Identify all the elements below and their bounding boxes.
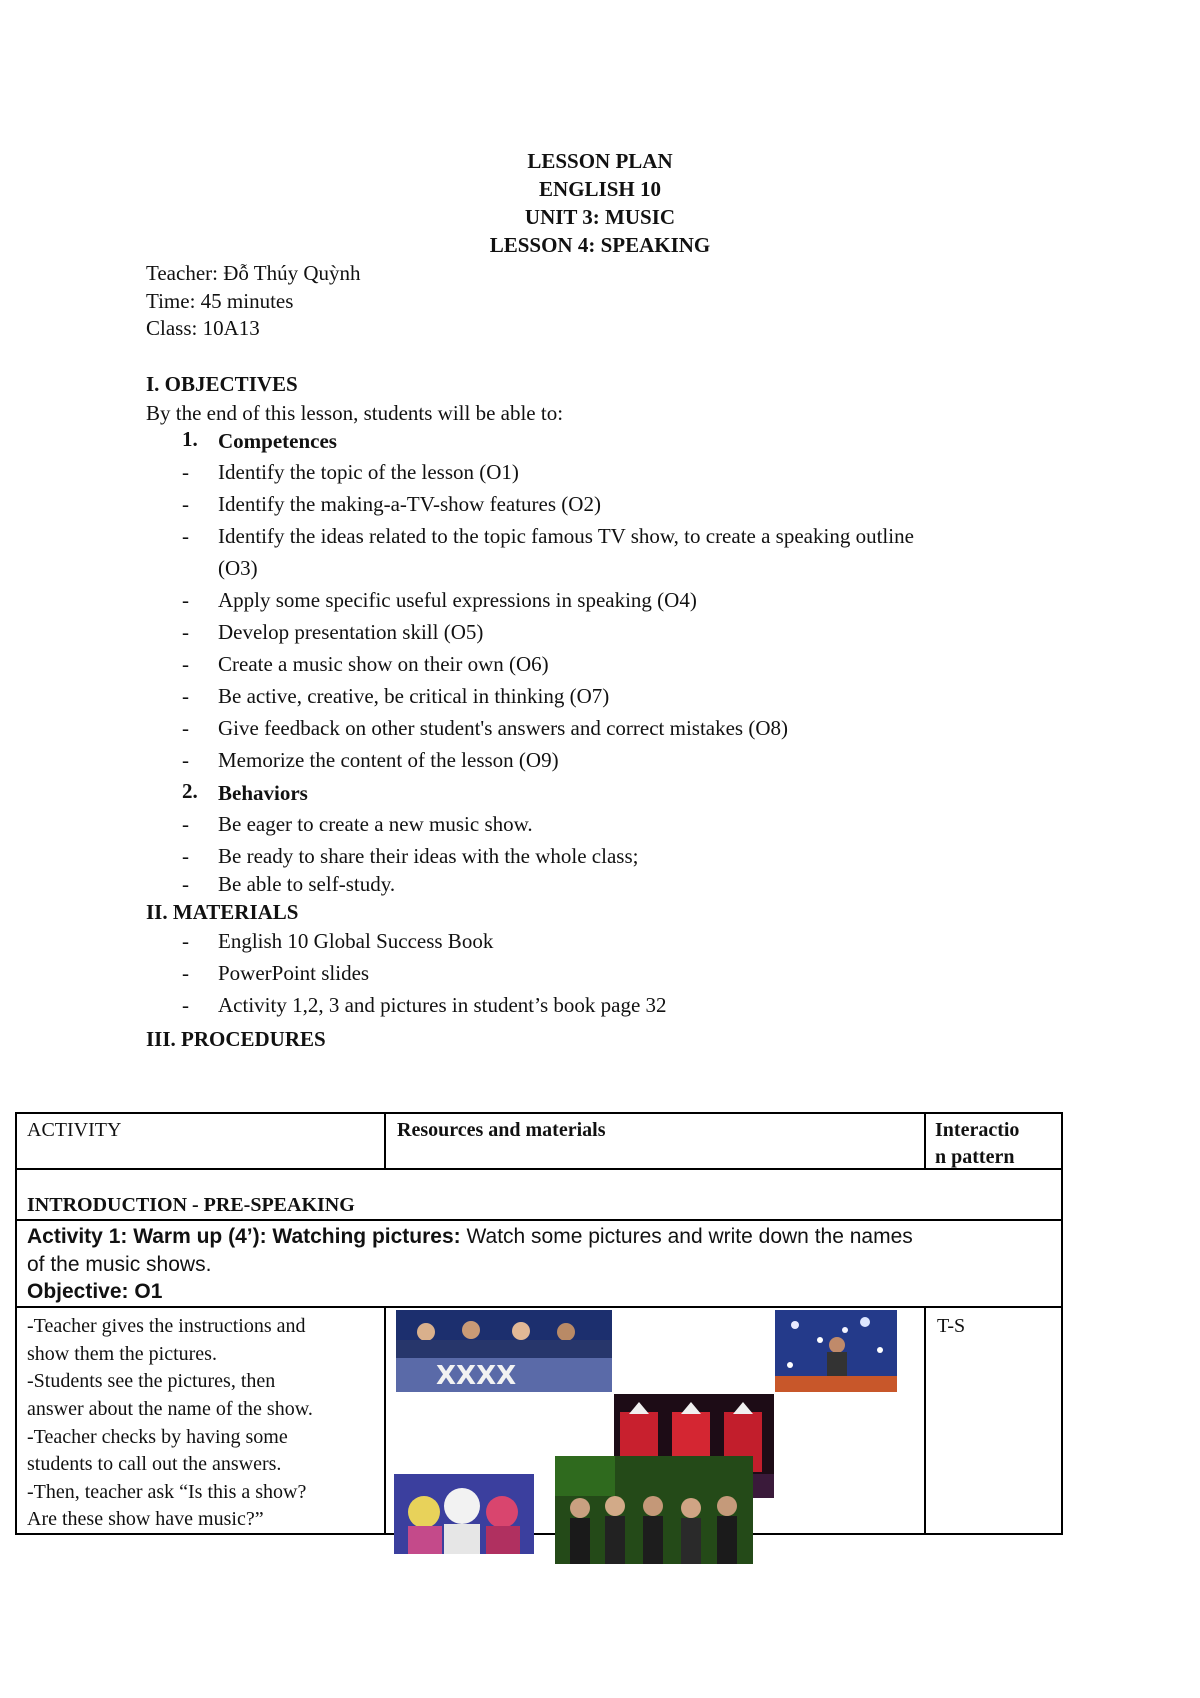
objectives-intro: By the end of this lesson, students will be able to:: [146, 401, 564, 425]
table-border: [15, 1112, 17, 1535]
materials-heading: II. MATERIALS: [146, 900, 299, 924]
bullet-dash: -: [182, 620, 189, 644]
masked-singer-picture: [394, 1474, 534, 1554]
svg-text:XXXX: XXXX: [436, 1361, 517, 1391]
table-border: [15, 1112, 1063, 1114]
step-line: -Then, teacher ask “Is this a show?: [27, 1481, 307, 1503]
concert-picture: [775, 1310, 897, 1392]
table-border: [15, 1533, 1063, 1535]
competence-item: Identify the topic of the lesson (O1): [218, 460, 519, 484]
table-col-line: [924, 1306, 926, 1535]
behavior-item: Be ready to share their ideas with the whole class;: [218, 844, 639, 868]
competences-title: Competences: [218, 429, 337, 453]
activity-objective: Objective: O1: [27, 1280, 163, 1303]
title-lesson-plan: LESSON PLAN: [527, 149, 673, 173]
step-line: -Students see the pictures, then: [27, 1370, 276, 1392]
bullet-dash: -: [182, 993, 189, 1017]
activity-instructions: Watch some pictures and write down the names: [460, 1225, 913, 1248]
table-row-line: [15, 1219, 1063, 1221]
section-title: INTRODUCTION - PRE-SPEAKING: [27, 1194, 355, 1216]
competence-item: Identify the making-a-TV-show features (O2): [218, 492, 601, 516]
material-item: English 10 Global Success Book: [218, 929, 494, 953]
bullet-dash: -: [182, 929, 189, 953]
material-item: PowerPoint slides: [218, 961, 370, 985]
title-unit: UNIT 3: MUSIC: [524, 205, 676, 229]
title-lesson: LESSON 4: SPEAKING: [489, 233, 711, 257]
header-interaction-line2: n pattern: [935, 1146, 1015, 1168]
bullet-dash: -: [182, 844, 189, 868]
bullet-dash: -: [182, 872, 189, 896]
competence-item-continued: (O3): [218, 556, 258, 580]
bullet-dash: -: [182, 492, 189, 516]
header-resources: Resources and materials: [397, 1119, 606, 1141]
behavior-item: Be able to self-study.: [218, 872, 396, 896]
class-info: Class: 10A13: [146, 316, 260, 340]
interaction-pattern: T-S: [937, 1315, 966, 1337]
bullet-dash: -: [182, 652, 189, 676]
title-subject: ENGLISH 10: [539, 177, 661, 201]
header-activity: ACTIVITY: [27, 1119, 122, 1141]
behaviors-title: Behaviors: [218, 781, 308, 805]
objectives-heading: I. OBJECTIVES: [146, 372, 298, 396]
table-col-line: [924, 1112, 926, 1170]
step-line: -Teacher gives the instructions and: [27, 1315, 306, 1337]
behaviors-number: 2.: [182, 779, 198, 803]
bullet-dash: -: [182, 588, 189, 612]
bullet-dash: -: [182, 716, 189, 740]
bullet-dash: -: [182, 748, 189, 772]
competence-item: Give feedback on other student's answers and correct mistakes (O8): [218, 716, 789, 740]
material-item: Activity 1,2, 3 and pictures in student’s book page 32: [218, 993, 667, 1017]
activity-description: [27, 1223, 913, 1251]
table-row-line: [15, 1306, 1063, 1308]
teacher-info: Teacher: Đỗ Thúy Quỳnh: [146, 261, 361, 285]
procedures-heading: III. PROCEDURES: [146, 1027, 326, 1051]
competences-number: 1.: [182, 427, 198, 451]
competence-item: Be active, creative, be critical in thinking (O7): [218, 684, 610, 708]
competence-item: Develop presentation skill (O5): [218, 620, 484, 644]
activity-title: Activity 1: Warm up (4’): Watching pictures:: [27, 1225, 461, 1248]
got-talent-picture: [396, 1310, 612, 1392]
table-row-line: [15, 1168, 1063, 1170]
bullet-dash: -: [182, 961, 189, 985]
step-line: show them the pictures.: [27, 1343, 217, 1365]
competence-item: Memorize the content of the lesson (O9): [218, 748, 559, 772]
band-picture: [555, 1456, 753, 1564]
step-line: -Teacher checks by having some: [27, 1426, 288, 1448]
competence-item: Identify the ideas related to the topic famous TV show, to create a speaking outline: [218, 524, 914, 548]
behavior-item: Be eager to create a new music show.: [218, 812, 533, 836]
header-interaction-line1: Interactio: [935, 1119, 1020, 1141]
competence-item: Apply some specific useful expressions in speaking (O4): [218, 588, 697, 612]
activity-description-line2: of the music shows.: [27, 1253, 212, 1276]
bullet-dash: -: [182, 684, 189, 708]
competence-item: Create a music show on their own (O6): [218, 652, 549, 676]
table-col-line: [384, 1112, 386, 1170]
step-line: students to call out the answers.: [27, 1453, 282, 1475]
title-block: [0, 147, 1200, 259]
table-border: [1061, 1112, 1063, 1535]
time-info: Time: 45 minutes: [146, 289, 294, 313]
table-col-line: [384, 1306, 386, 1535]
bullet-dash: -: [182, 812, 189, 836]
step-line: answer about the name of the show.: [27, 1398, 313, 1420]
bullet-dash: -: [182, 524, 189, 548]
step-line: Are these show have music?”: [27, 1508, 264, 1530]
bullet-dash: -: [182, 460, 189, 484]
